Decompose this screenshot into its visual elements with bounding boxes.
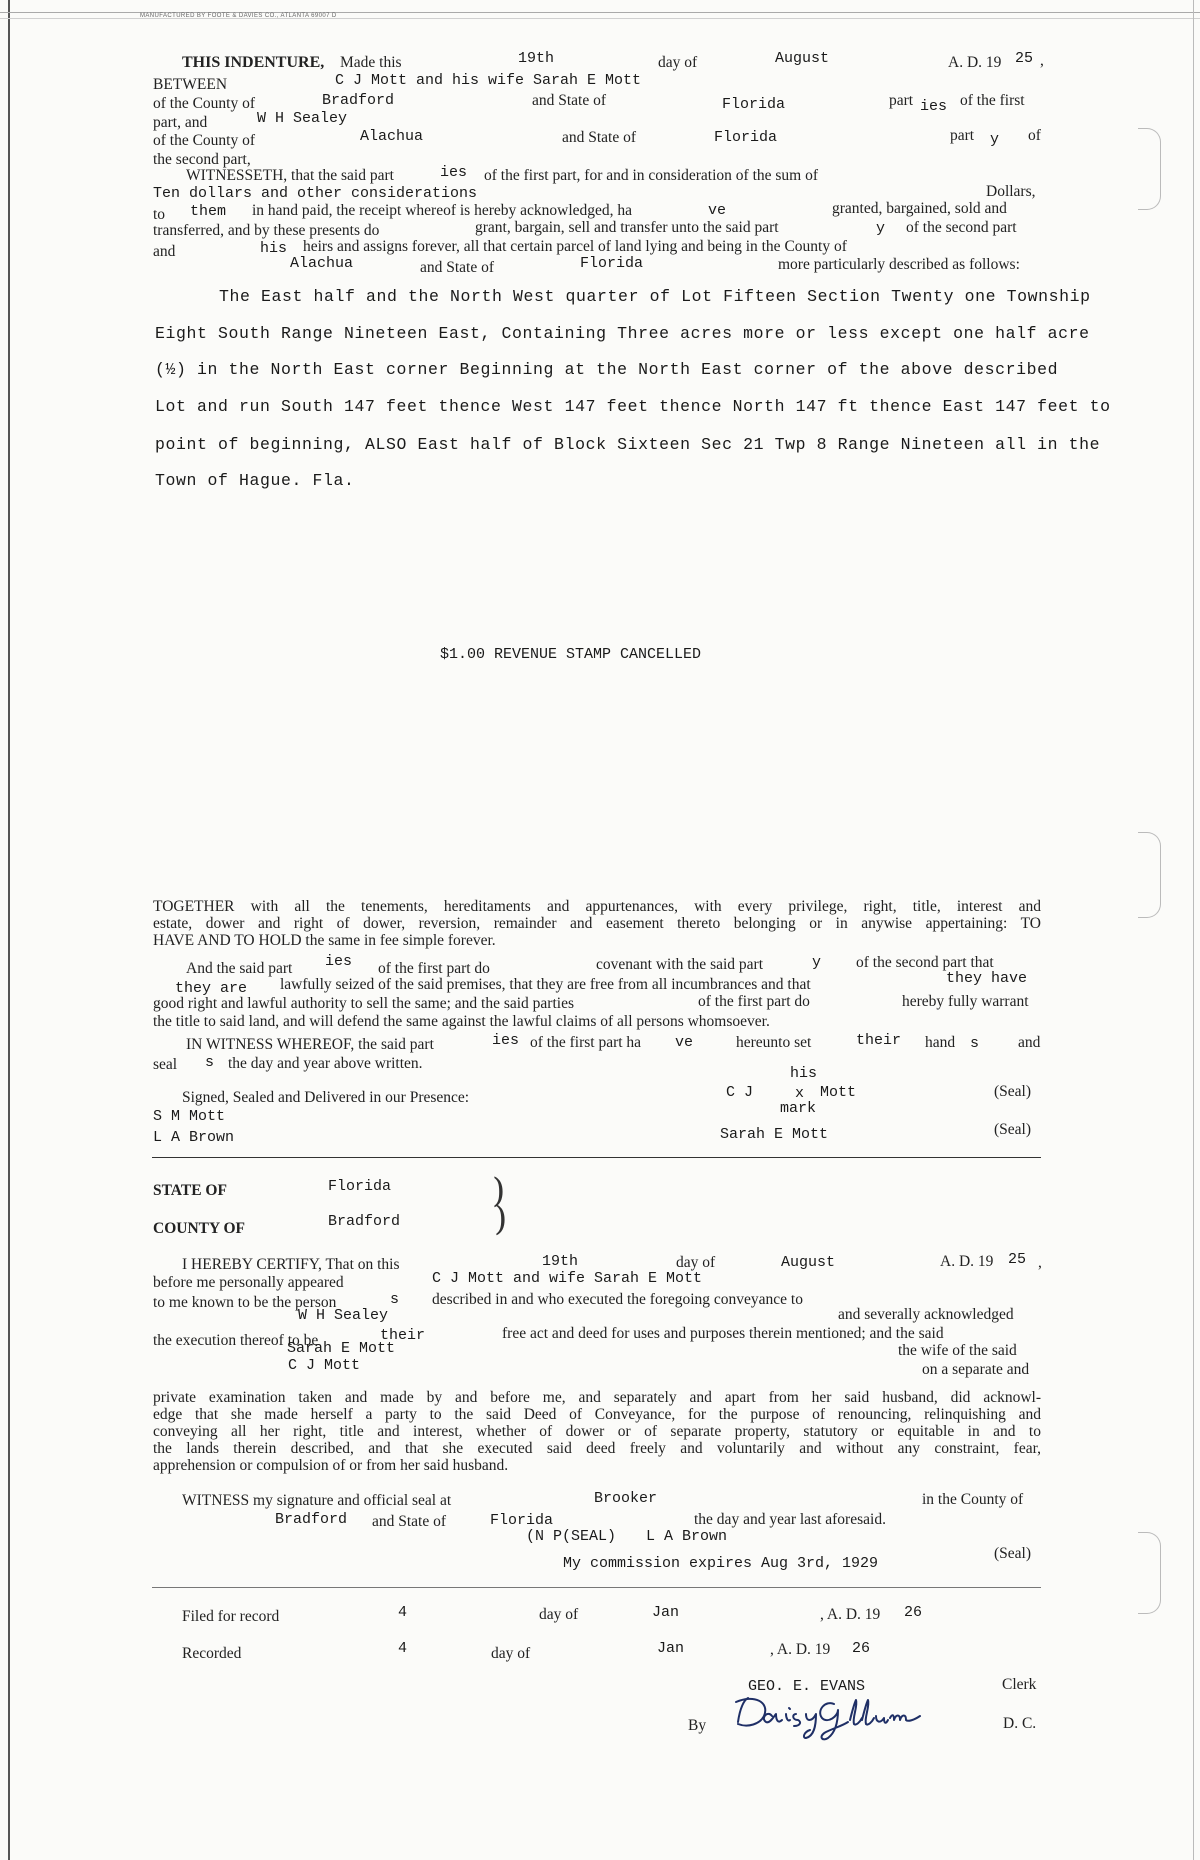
- grantor-part-suffix: ies: [920, 98, 948, 115]
- private-exam-line: private examination taken and made by and before me, and separately and apart from her said husband, did acknowl-: [153, 1389, 1041, 1406]
- ha-suffix: ve: [708, 202, 727, 219]
- person-suffix: s: [390, 1291, 400, 1308]
- legal-description-line: (½) in the North East corner Beginning at the North East corner of the above described: [155, 360, 1059, 379]
- page-left-edge: [8, 0, 10, 1860]
- grantor-state: Florida: [722, 96, 786, 113]
- commission-expires: My commission expires Aug 3rd, 1929: [563, 1555, 879, 1572]
- husband-name: C J Mott: [288, 1357, 361, 1374]
- witness-seal-label: WITNESS my signature and official seal at: [182, 1492, 452, 1509]
- grantee-pronoun: his: [260, 240, 288, 257]
- clerk-name: GEO. E. EVANS: [748, 1678, 866, 1695]
- between-label: BETWEEN: [153, 76, 228, 93]
- county-of-label: COUNTY OF: [153, 1220, 245, 1237]
- signer2: Sarah E Mott: [720, 1126, 829, 1143]
- ack-their: their: [380, 1327, 426, 1344]
- ha2-suffix: ve: [675, 1034, 694, 1051]
- ack-year: 25: [1008, 1251, 1027, 1268]
- day-of-label: day of: [658, 54, 698, 71]
- mark-mark: mark: [780, 1100, 817, 1117]
- day-year-label: the day and year last aforesaid.: [694, 1511, 886, 1528]
- clerk-label: Clerk: [1002, 1676, 1037, 1693]
- executed-label: described in and who executed the foregoing conveyance to: [432, 1291, 803, 1308]
- part-and-label: part, and: [153, 114, 208, 131]
- to-whom: them: [190, 203, 227, 220]
- covenant-label: And the said part: [186, 960, 293, 977]
- private-exam-line: apprehension or compulsion of or from her said husband.: [153, 1457, 509, 1474]
- hand-suffix: s: [970, 1035, 980, 1052]
- grant-bargain-label: grant, bargain, sell and transfer unto the said part: [475, 219, 779, 236]
- deputy-clerk-label: D. C.: [1003, 1715, 1037, 1732]
- seal-label: (Seal): [994, 1121, 1032, 1138]
- grantors: C J Mott and his wife Sarah E Mott: [335, 72, 642, 89]
- signer1-x-mark: x: [795, 1085, 805, 1102]
- land-state: Florida: [580, 255, 644, 272]
- receipt-label: in hand paid, the receipt whereof is hereby acknowledged, ha: [252, 202, 633, 219]
- filed-month: Jan: [652, 1604, 680, 1621]
- legal-description-line: Lot and run South 147 feet thence West 147 feet thence North 147 ft thence East 147 feet to: [155, 397, 1111, 416]
- wife-name: Sarah E Mott: [287, 1340, 396, 1357]
- private-exam-line: conveying all her right, title and interest, whether of dower or of separate property, statutory or equitable in and to: [153, 1423, 1041, 1440]
- together-line: HAVE AND TO HOLD the same in fee simple forever.: [153, 932, 496, 949]
- land-county: Alachua: [290, 255, 354, 272]
- legal-description-line: The East half and the North West quarter of Lot Fifteen Section Twenty one Township: [219, 287, 1091, 306]
- seal-label: (Seal): [994, 1545, 1032, 1562]
- covenant-suffix: ies: [325, 953, 353, 970]
- legal-description-line: Town of Hague. Fla.: [155, 471, 355, 490]
- together-line: TOGETHER with all the tenements, hereditaments and appurtenances, with every privilege, right, title, interest and: [153, 898, 1041, 915]
- revenue-stamp-note: $1.00 REVENUE STAMP CANCELLED: [440, 646, 702, 663]
- signed-label: Signed, Sealed and Delivered in our Presence:: [182, 1089, 470, 1106]
- notary-seal: (N P(SEAL): [526, 1528, 617, 1545]
- second-part-label-2: of the second part: [906, 219, 1017, 236]
- ad-label: , A. D. 19: [820, 1606, 881, 1623]
- known-label: to me known to be the person: [153, 1294, 337, 1311]
- punch-hole-mark: [1138, 128, 1161, 210]
- witness-county: Bradford: [275, 1511, 348, 1528]
- made-this-label: Made this: [340, 54, 402, 71]
- hereunto-label: hereunto set: [736, 1034, 812, 1051]
- indenture-year: 25: [1015, 50, 1034, 67]
- to-label: to: [153, 206, 166, 223]
- state-of-label: STATE OF: [153, 1182, 227, 1199]
- and-label: and: [1018, 1034, 1041, 1051]
- punch-hole-mark: [1138, 1532, 1161, 1614]
- seal-label: seal: [153, 1056, 178, 1073]
- filed-for-record-label: Filed for record: [182, 1608, 280, 1625]
- day-of-label: day of: [676, 1254, 716, 1271]
- severally-label: and severally acknowledged: [838, 1306, 1014, 1323]
- private-exam-line: edge that she made herself a party to the said Deed of Conveyance, for the purpose of renouncing, relinquishing and: [153, 1406, 1041, 1423]
- and-label: and: [153, 243, 176, 260]
- first-part-do-label: of the first part do: [378, 960, 490, 977]
- described-label: more particularly described as follows:: [778, 256, 1020, 273]
- mark-his: his: [790, 1065, 818, 1082]
- second-part-that-label: of the second part that: [856, 954, 994, 971]
- punch-hole-mark: [1138, 832, 1161, 918]
- deputy-clerk-signature: [730, 1692, 970, 1747]
- they-have: they have: [946, 970, 1028, 987]
- free-act-label: free act and deed for uses and purposes therein mentioned; and the said: [502, 1325, 944, 1342]
- covenant-part-suffix: y: [812, 954, 822, 971]
- separate-label: on a separate and: [922, 1361, 1030, 1378]
- dollars-label: Dollars,: [986, 183, 1036, 200]
- witness-state: Florida: [490, 1512, 554, 1529]
- day-of-label: day of: [539, 1606, 579, 1623]
- witness-place: Brooker: [594, 1490, 658, 1507]
- consideration-amount: Ten dollars and other considerations: [153, 185, 478, 202]
- transferred-label: transferred, and by these presents do: [153, 222, 380, 239]
- of-label: of: [1028, 127, 1041, 144]
- signer1-first: C J: [726, 1084, 754, 1101]
- seal-suffix: s: [205, 1054, 215, 1071]
- state-of-label: and State of: [420, 259, 495, 276]
- day-of-label: day of: [491, 1645, 531, 1662]
- good-right-label: good right and lawful authority to sell the same; and the said parties: [153, 995, 574, 1012]
- recorded-month: Jan: [657, 1640, 685, 1657]
- ack-day: 19th: [542, 1253, 579, 1270]
- certify-label: I HEREBY CERTIFY, That on this: [182, 1256, 400, 1273]
- execution-label: the execution thereof to be: [153, 1332, 319, 1349]
- section-divider: [152, 1587, 1041, 1588]
- witnesseth-label: WITNESSETH, that the said part: [186, 167, 394, 184]
- part-label: part: [950, 127, 975, 144]
- warrant-label: of the first part do: [698, 993, 810, 1010]
- hereby-warrant-label: hereby fully warrant: [902, 993, 1029, 1010]
- filed-day: 4: [398, 1604, 408, 1621]
- conveyed-to: W H Sealey: [298, 1307, 389, 1324]
- lawfully-label: lawfully seized of the said premises, that they are free from all incumbrances and that: [280, 976, 811, 993]
- ad-label: A. D. 19: [948, 54, 1002, 71]
- they-are: they are: [175, 980, 248, 997]
- brace-mark: ): [492, 1171, 506, 1211]
- indenture-heading: THIS INDENTURE,: [182, 54, 325, 71]
- granted-label: granted, bargained, sold and: [832, 200, 1007, 217]
- before-me-label: before me personally appeared: [153, 1274, 344, 1291]
- manufacturer-imprint: MANUFACTURED BY FOOTE & DAVIES CO., ATLANTA 69007 D: [140, 13, 337, 19]
- signer1-last: Mott: [820, 1084, 857, 1101]
- witness-name: L A Brown: [153, 1129, 235, 1146]
- wife-of-label: the wife of the said: [898, 1342, 1017, 1359]
- brace-mark: ): [494, 1199, 508, 1239]
- county-of-label: of the County of: [153, 95, 256, 112]
- section-divider: [152, 1157, 1041, 1158]
- ack-month: August: [781, 1254, 836, 1271]
- comma: ,: [1040, 52, 1044, 69]
- heirs-label: heirs and assigns forever, all that certain parcel of land lying and being in the County of: [303, 238, 847, 255]
- witness-suffix: ies: [492, 1032, 520, 1049]
- appeared-persons: C J Mott and wife Sarah E Mott: [432, 1270, 703, 1287]
- ad-label: A. D. 19: [940, 1253, 994, 1270]
- hand-label: hand: [925, 1034, 956, 1051]
- comma: ,: [1038, 1254, 1042, 1271]
- by-label: By: [688, 1717, 707, 1734]
- notary-name: L A Brown: [646, 1528, 728, 1545]
- witnesseth-suffix: ies: [440, 164, 468, 181]
- ack-county: Bradford: [328, 1213, 401, 1230]
- in-witness-label: IN WITNESS WHEREOF, the said part: [186, 1036, 434, 1053]
- title-label: the title to said land, and will defend the same against the lawful claims of all persons whomsoever.: [153, 1013, 770, 1030]
- recorded-year: 26: [852, 1640, 871, 1657]
- grantee-part-suffix: y: [990, 131, 1000, 148]
- in-county-label: in the County of: [922, 1491, 1024, 1508]
- covenant-with-label: covenant with the said part: [596, 956, 764, 973]
- state-of-label: and State of: [532, 92, 607, 109]
- grantor-county: Bradford: [322, 92, 395, 109]
- county-of-label: of the County of: [153, 132, 256, 149]
- seal-label: (Seal): [994, 1083, 1032, 1100]
- grant-part-suffix: y: [876, 220, 886, 237]
- indenture-month: August: [775, 50, 830, 67]
- their: their: [856, 1032, 902, 1049]
- day-year-label: the day and year above written.: [228, 1055, 423, 1072]
- first-part-ha-label: of the first part ha: [530, 1034, 642, 1051]
- state-of-label: and State of: [562, 129, 637, 146]
- ad-label: , A. D. 19: [770, 1641, 831, 1658]
- legal-description-line: Eight South Range Nineteen East, Containing Three acres more or less except one half acre: [155, 324, 1090, 343]
- indenture-day: 19th: [518, 50, 555, 67]
- filed-year: 26: [904, 1604, 923, 1621]
- grantee-county: Alachua: [360, 128, 424, 145]
- second-part-label: the second part,: [153, 151, 251, 168]
- grantee: W H Sealey: [257, 110, 348, 127]
- consideration-label: of the first part, for and in consideration of the sum of: [484, 167, 819, 184]
- recorded-label: Recorded: [182, 1645, 242, 1662]
- recorded-day: 4: [398, 1640, 408, 1657]
- private-exam-line: the lands therein described, and that she executed said deed freely and voluntarily and without any constraint, fear,: [153, 1440, 1041, 1457]
- grantee-state: Florida: [714, 129, 778, 146]
- witness-name: S M Mott: [153, 1108, 226, 1125]
- part-label: part: [889, 92, 914, 109]
- of-the-first-label: of the first: [960, 92, 1025, 109]
- page-right-edge: [1193, 0, 1194, 1860]
- ack-state: Florida: [328, 1178, 392, 1195]
- together-line: estate, dower and right of dower, reversion, remainder and easement thereto belonging or in anywise appertaining: TO: [153, 915, 1041, 932]
- state-of-label: and State of: [372, 1513, 447, 1530]
- handwritten-signature-icon: [730, 1692, 970, 1742]
- legal-description-line: point of beginning, ALSO East half of Block Sixteen Sec 21 Twp 8 Range Nineteen all in the: [155, 435, 1101, 454]
